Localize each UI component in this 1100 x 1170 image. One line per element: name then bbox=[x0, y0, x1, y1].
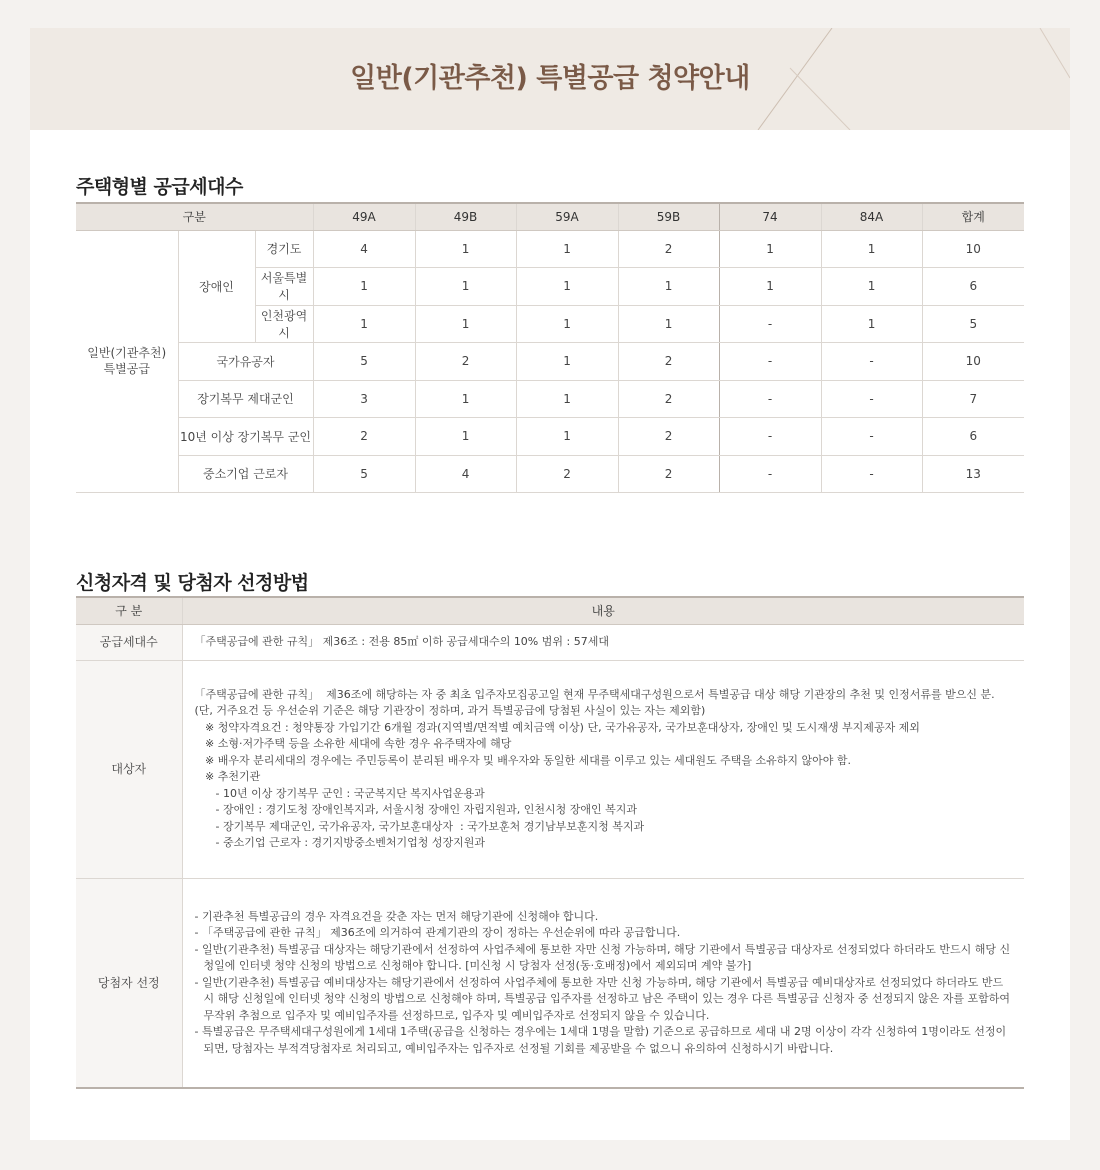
value-cell: - bbox=[719, 455, 821, 493]
table-row bbox=[76, 380, 1024, 418]
value-cell: 4 bbox=[415, 455, 516, 493]
value-cell: 1 bbox=[415, 418, 516, 456]
total-cell: 13 bbox=[922, 455, 1024, 493]
table-row bbox=[76, 878, 1024, 1088]
table-row bbox=[76, 230, 1024, 268]
value-cell: 1 bbox=[516, 230, 618, 268]
region-label: 인천광역시 bbox=[255, 305, 313, 343]
target-line: ※ 소형·저가주택 등을 소유한 세대에 속한 경우 유주택자에 해당 bbox=[194, 737, 512, 750]
page-title: 일반(기관추천) 특별공급 청약안내 bbox=[350, 63, 750, 94]
value-cell: - bbox=[719, 380, 821, 418]
header-type: 74 bbox=[719, 203, 821, 230]
supply-table bbox=[76, 202, 1024, 493]
value-cell: - bbox=[719, 305, 821, 343]
row-label: 10년 이상 장기복무 군인 bbox=[178, 418, 313, 456]
table-row bbox=[76, 624, 1024, 660]
content-card bbox=[30, 28, 1070, 1140]
target-line: - 10년 이상 장기복무 군인 : 국군복지단 복지사업운용과 bbox=[194, 786, 485, 800]
selection-content bbox=[182, 878, 1024, 1088]
value-cell: 1 bbox=[516, 343, 618, 381]
supply-count-label: 공급세대수 bbox=[76, 624, 182, 660]
value-cell: 1 bbox=[516, 305, 618, 343]
target-line: (단, 거주요건 등 우선순위 기준은 해당 기관장이 정하며, 과거 특별공급에 당첨된 사실이 있는 자는 제외함) bbox=[194, 704, 706, 717]
table-row bbox=[76, 455, 1024, 493]
disabled-label: 장애인 bbox=[178, 230, 255, 343]
value-cell: 2 bbox=[313, 418, 415, 456]
value-cell: 1 bbox=[415, 268, 516, 306]
region-label: 경기도 bbox=[255, 230, 313, 268]
value-cell: 1 bbox=[415, 230, 516, 268]
total-cell: 6 bbox=[922, 418, 1024, 456]
value-cell: - bbox=[719, 418, 821, 456]
value-cell: 2 bbox=[415, 343, 516, 381]
target-content bbox=[182, 660, 1024, 878]
selection-label: 당첨자 선정 bbox=[76, 878, 182, 1088]
value-cell: 2 bbox=[618, 455, 719, 493]
value-cell: 1 bbox=[821, 268, 922, 306]
qualify-header-row bbox=[76, 597, 1024, 624]
qualify-table bbox=[76, 596, 1024, 1089]
header-type: 84A bbox=[821, 203, 922, 230]
value-cell: 2 bbox=[618, 418, 719, 456]
value-cell: 2 bbox=[516, 455, 618, 493]
supply-header-row bbox=[76, 203, 1024, 230]
selection-line: - 「주택공급에 관한 규칙」 제36조에 의거하여 관계기관의 장이 정하는 우선순위에 따라 공급합니다. bbox=[194, 926, 681, 939]
region-label: 서울특별시 bbox=[255, 268, 313, 306]
value-cell: - bbox=[821, 418, 922, 456]
selection-line: - 일반(기관추천) 특별공급 예비대상자는 해당기관에서 선정하여 사업주체에 통보한 자만 신청 가능하며, 해당 기관에서 특별공급 예비대상자로 선정되었다 하더라도 반드시 해당 신청일에 인터넷 청약 신청의 방법으로 신청해야 하며, 특별공급 입주자를 선정하고 남은 주택이 있는 경우 다른 특별공급 신청자 중 선정되지 않은 자를 포함하여 무작위 추첨으로 입주자 및 예비입주자를 선정하므로, 입주자 및 예비입주자로 선정되지 않을 수 있습니다. bbox=[194, 975, 1010, 1022]
total-cell: 5 bbox=[922, 305, 1024, 343]
supply-count-text: 「주택공급에 관한 규칙」 제36조 : 전용 85㎡ 이하 공급세대수의 10% 범위 : 57세대 bbox=[182, 624, 1024, 660]
value-cell: 2 bbox=[618, 230, 719, 268]
value-cell: - bbox=[821, 455, 922, 493]
value-cell: 1 bbox=[415, 380, 516, 418]
title-banner bbox=[30, 28, 1070, 130]
row-label: 중소기업 근로자 bbox=[178, 455, 313, 493]
total-cell: 10 bbox=[922, 343, 1024, 381]
target-line: ※ 추천기관 bbox=[194, 770, 261, 783]
table-row bbox=[76, 660, 1024, 878]
value-cell: 1 bbox=[821, 305, 922, 343]
value-cell: 1 bbox=[516, 418, 618, 456]
total-cell: 7 bbox=[922, 380, 1024, 418]
value-cell: 1 bbox=[516, 268, 618, 306]
header-category: 구 분 bbox=[76, 597, 182, 624]
value-cell: - bbox=[821, 380, 922, 418]
target-line: - 장기복무 제대군인, 국가유공자, 국가보훈대상자 : 국가보훈처 경기남부보훈지청 복지과 bbox=[194, 819, 645, 833]
selection-line: - 기관추천 특별공급의 경우 자격요건을 갖춘 자는 먼저 해당기관에 신청해야 합니다. bbox=[194, 909, 599, 923]
total-cell: 10 bbox=[922, 230, 1024, 268]
value-cell: 1 bbox=[821, 230, 922, 268]
selection-line: - 특별공급은 무주택세대구성원에게 1세대 1주택(공급을 신청하는 경우에는 1세대 1명을 말함) 기준으로 공급하므로 세대 내 2명 이상이 각각 신청하여 1명이라도 선정이 되면, 당첨자는 부적격당첨자로 처리되고, 예비입주자는 입주자로 선정될 기회를 제공받을 수 없으니 유의하여 신청하시기 바랍니다. bbox=[194, 1025, 1007, 1055]
value-cell: 1 bbox=[719, 230, 821, 268]
value-cell: 5 bbox=[313, 343, 415, 381]
target-line: - 장애인 : 경기도청 장애인복지과, 서울시청 장애인 자립지원과, 인천시청 장애인 복지과 bbox=[194, 803, 638, 816]
value-cell: 1 bbox=[313, 268, 415, 306]
header-type: 59B bbox=[618, 203, 719, 230]
group-label: 일반(기관추천) 특별공급 bbox=[76, 230, 178, 493]
total-cell: 6 bbox=[922, 268, 1024, 306]
header-type: 59A bbox=[516, 203, 618, 230]
value-cell: 2 bbox=[618, 343, 719, 381]
header-type: 49B bbox=[415, 203, 516, 230]
value-cell: 4 bbox=[313, 230, 415, 268]
value-cell: - bbox=[821, 343, 922, 381]
value-cell: 3 bbox=[313, 380, 415, 418]
row-label: 국가유공자 bbox=[178, 343, 313, 381]
qualify-section-title: 신청자격 및 당첨자 선정방법 bbox=[76, 572, 309, 594]
row-label: 장기복무 제대군인 bbox=[178, 380, 313, 418]
value-cell: 5 bbox=[313, 455, 415, 493]
value-cell: - bbox=[719, 343, 821, 381]
header-total: 합계 bbox=[922, 203, 1024, 230]
value-cell: 1 bbox=[313, 305, 415, 343]
value-cell: 1 bbox=[719, 268, 821, 306]
value-cell: 2 bbox=[618, 380, 719, 418]
target-line: ※ 청약자격요건 : 청약통장 가입기간 6개월 경과(지역별/면적별 예치금액 이상) 단, 국가유공자, 국가보훈대상자, 장애인 및 도시재생 부지제공자 제외 bbox=[194, 720, 920, 734]
value-cell: 1 bbox=[516, 380, 618, 418]
header-content: 내용 bbox=[182, 597, 1024, 624]
table-row bbox=[76, 418, 1024, 456]
value-cell: 1 bbox=[618, 305, 719, 343]
supply-section-title: 주택형별 공급세대수 bbox=[76, 176, 243, 198]
value-cell: 1 bbox=[415, 305, 516, 343]
target-line: - 중소기업 근로자 : 경기지방중소벤처기업청 성장지원과 bbox=[194, 836, 486, 849]
target-line: 「주택공급에 관한 규칙」 제36조에 해당하는 자 중 최초 입주자모집공고일 현재 무주택세대구성원으로서 특별공급 대상 해당 기관장의 추천 및 인정서류를 받으신 분. bbox=[194, 687, 995, 701]
target-line: ※ 배우자 분리세대의 경우에는 주민등록이 분리된 배우자 및 배우자와 동일한 세대를 이루고 있는 세대원도 주택을 소유하지 않아야 함. bbox=[194, 753, 851, 767]
header-category: 구분 bbox=[76, 203, 313, 230]
table-row bbox=[76, 343, 1024, 381]
value-cell: 1 bbox=[618, 268, 719, 306]
target-label: 대상자 bbox=[76, 660, 182, 878]
selection-line: - 일반(기관추천) 특별공급 대상자는 해당기관에서 선정하여 사업주체에 통보한 자만 신청 가능하며, 해당 기관에서 특별공급 대상자로 선정되었다 하더라도 반드시 해당 신청일에 인터넷 청약 신청의 방법으로 신청해야 합니다. [미신청 시 당첨자 선정(동·호배정)에서 제외되며 계약 불가] bbox=[194, 942, 1011, 972]
header-type: 49A bbox=[313, 203, 415, 230]
